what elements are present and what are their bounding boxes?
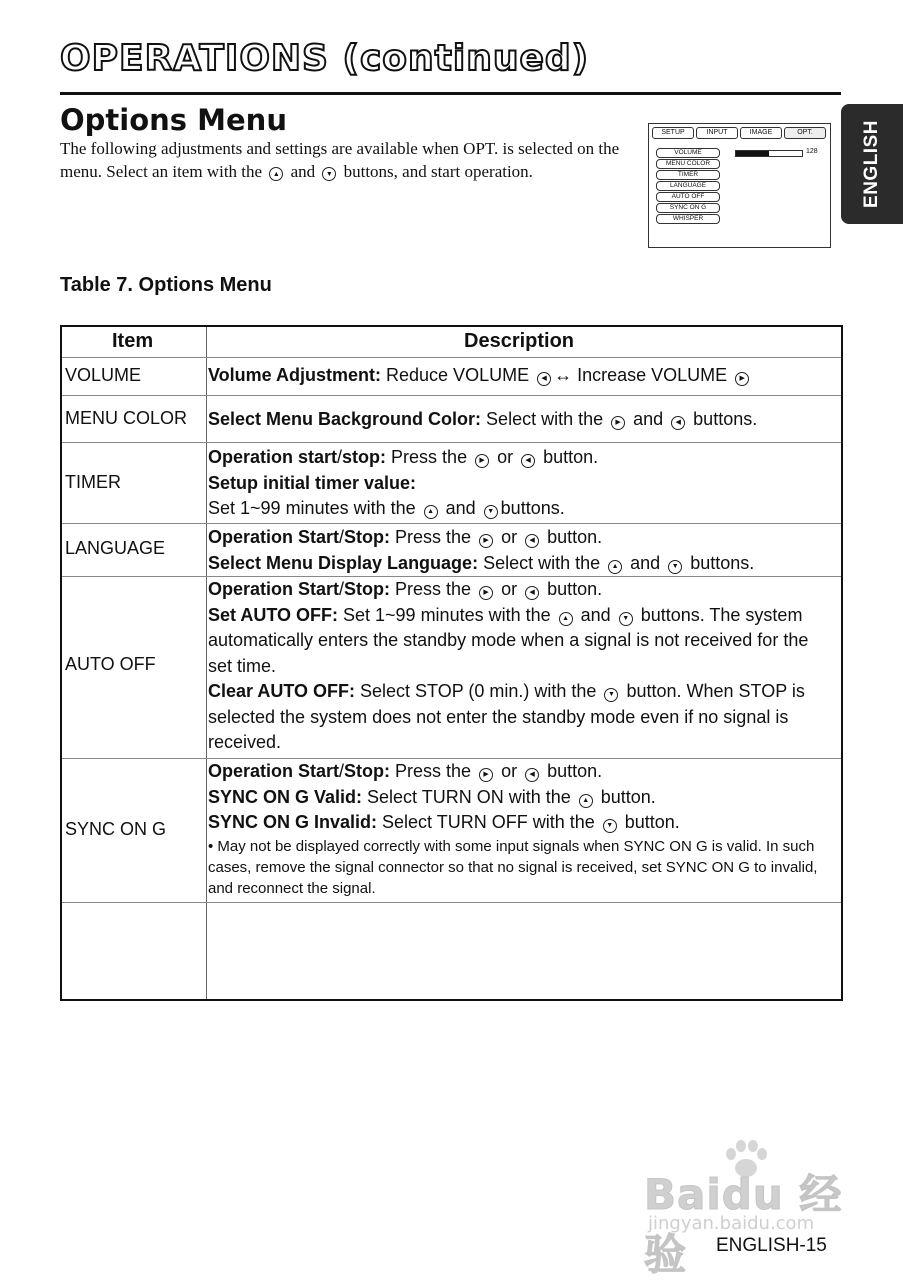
osd-volume-bar-fill [736, 151, 769, 156]
item-menu-color: MENU COLOR [65, 408, 188, 428]
item-volume: VOLUME [65, 365, 142, 385]
header-description: Description [464, 330, 575, 352]
osd-volume-bar [735, 150, 803, 157]
language-side-tab [841, 104, 903, 224]
table-row-timer [62, 443, 841, 524]
language-tab-label: ENGLISH [861, 120, 882, 208]
table-row-language [62, 524, 841, 577]
osd-item-menu-color: MENU COLOR [656, 159, 720, 169]
left-button-icon: ◀ [671, 416, 685, 430]
both-arrow-icon: ↔ [554, 365, 573, 385]
osd-tab-bar [652, 127, 826, 139]
header-rule [60, 92, 841, 95]
up-button-icon: ▲ [608, 560, 622, 574]
left-button-icon: ◀ [525, 768, 539, 782]
table-row-menu-color [62, 396, 841, 443]
right-button-icon: ▶ [735, 372, 749, 386]
down-button-icon: ▼ [484, 505, 498, 519]
table-row-sync-on-g [62, 759, 841, 903]
section-title: Options Menu [60, 103, 287, 137]
down-button-icon: ▼ [619, 612, 633, 626]
right-button-icon: ▶ [479, 586, 493, 600]
page-header-title: OPERATIONS (continued) [60, 38, 590, 79]
down-button-icon: ▼ [604, 688, 618, 702]
right-button-icon: ▶ [611, 416, 625, 430]
osd-item-auto-off: AUTO OFF [656, 192, 720, 202]
down-button-icon: ▼ [668, 560, 682, 574]
intro-text: and [290, 162, 316, 181]
table-caption: Table 7. Options Menu [60, 274, 272, 296]
desc-language: Operation Start/Stop: Press the ▶ or ◀ button. Select Menu Display Language: Select with the ▲ and ▼ buttons. [208, 527, 755, 573]
osd-volume-value: 128 [806, 148, 818, 155]
right-button-icon: ▶ [479, 534, 493, 548]
table-header-row [62, 327, 841, 358]
item-language: LANGUAGE [65, 538, 166, 558]
osd-tab-setup: SETUP [652, 127, 694, 139]
right-button-icon: ▶ [475, 454, 489, 468]
desc-volume: Volume Adjustment: Reduce VOLUME ◀ ↔ Increase VOLUME ▶ [208, 363, 835, 389]
item-timer: TIMER [65, 472, 121, 492]
up-button-icon: ▲ [269, 167, 283, 181]
page-number: ENGLISH-15 [716, 1235, 827, 1256]
left-button-icon: ◀ [537, 372, 551, 386]
left-button-icon: ◀ [525, 586, 539, 600]
watermark-main-text: Baidu 经验 [644, 1170, 843, 1279]
up-button-icon: ▲ [579, 794, 593, 808]
intro-paragraph [60, 137, 620, 183]
options-table [60, 325, 843, 1001]
osd-item-sync-on-g: SYNC ON G [656, 203, 720, 213]
intro-text: The following adjustments and settings are available when OPT. is selected on the menu. Select an item with the [60, 139, 620, 181]
osd-tab-opt: OPT. [784, 127, 826, 139]
osd-item-language: LANGUAGE [656, 181, 720, 191]
item-auto-off: AUTO OFF [65, 654, 156, 674]
desc-timer: Operation start/stop: Press the ▶ or ◀ button. Setup initial timer value: Set 1~99 minutes with the ▲ and ▼ buttons. [208, 447, 599, 518]
up-button-icon: ▲ [424, 505, 438, 519]
sync-on-g-note: • May not be displayed correctly with some input signals when SYNC ON G is valid. In such cases, remove the signal connector so that no signal is received, set SYNC ON G to invalid, and reconnect the signal. [208, 837, 818, 897]
header-item: Item [112, 330, 154, 352]
down-button-icon: ▼ [322, 167, 336, 181]
watermark-url: jingyan.baidu.com [648, 1213, 815, 1234]
osd-item-timer: TIMER [656, 170, 720, 180]
left-button-icon: ◀ [521, 454, 535, 468]
osd-tab-image: IMAGE [740, 127, 782, 139]
down-button-icon: ▼ [603, 819, 617, 833]
desc-auto-off: Operation Start/Stop: Press the ▶ or ◀ button. Set AUTO OFF: Set 1~99 minutes with the ▲ and ▼ buttons. The system automatically enters the standby mode when a signal is not received for the set time. Clear AUTO OFF: Select STOP (0 min.) with the ▼ button. When STOP is selected the system does not enter the standby mode even if no signal is received. [208, 579, 809, 752]
up-button-icon: ▲ [559, 612, 573, 626]
table-row-volume [62, 358, 841, 396]
osd-menu-illustration [648, 123, 831, 248]
table-row-auto-off [62, 577, 841, 759]
left-button-icon: ◀ [525, 534, 539, 548]
item-sync-on-g: SYNC ON G [65, 819, 167, 839]
osd-tab-input: INPUT [696, 127, 738, 139]
osd-item-whisper: WHISPER [656, 214, 720, 224]
right-button-icon: ▶ [479, 768, 493, 782]
desc-menu-color: Select Menu Background Color: Select with the ▶ and ◀ buttons. [208, 409, 758, 429]
osd-item-volume: VOLUME [656, 148, 720, 158]
desc-sync-on-g: Operation Start/Stop: Press the ▶ or ◀ button. SYNC ON G Valid: Select TURN ON with the ▲ button. SYNC ON G Invalid: Select TURN OFF with the ▼ button. • May not be displayed correctly with some input signals when SYNC ON G is valid. In such cases, remove the signal connector so that no signal is received, set SYNC ON G to invalid, and reconnect the signal. [208, 759, 835, 899]
intro-text: buttons, and start operation. [343, 162, 533, 181]
table-row-empty [62, 903, 841, 1001]
